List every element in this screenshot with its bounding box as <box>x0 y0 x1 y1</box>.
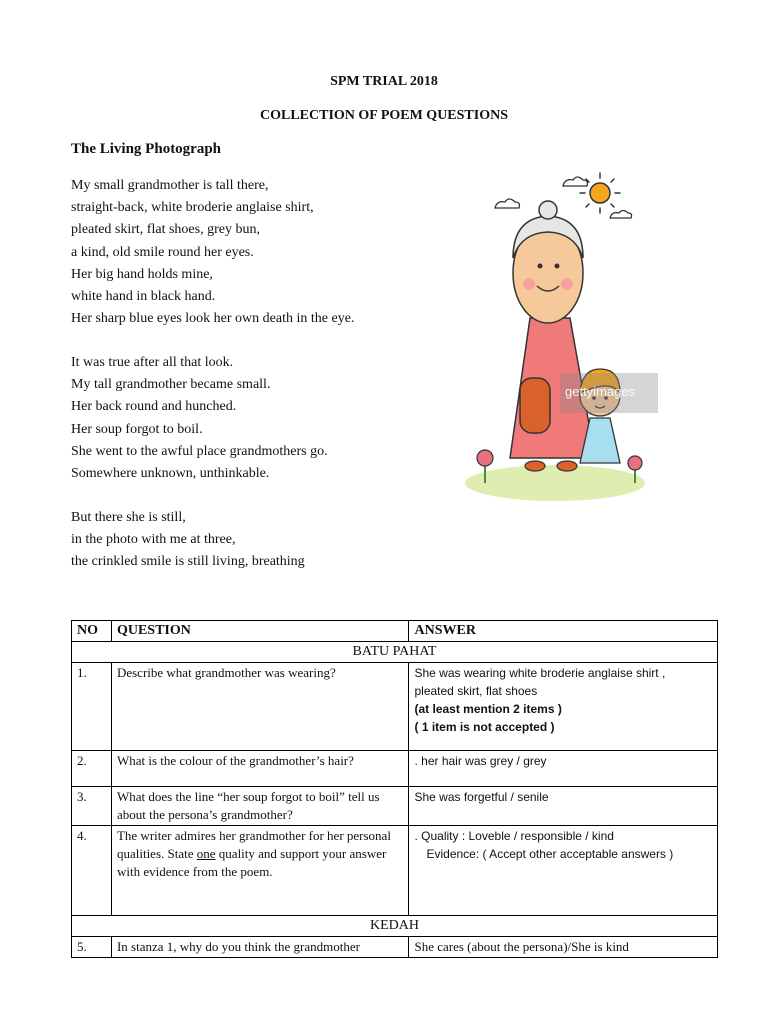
table-row <box>72 826 718 916</box>
header-question: QUESTION <box>111 621 409 642</box>
cloud-icon <box>610 211 632 219</box>
row-number: 1. <box>72 663 112 751</box>
row-question: What does the line “her soup forgot to boil” tell us about the persona’s grandmother? <box>111 787 409 826</box>
poem-line: But there she is still, <box>71 510 186 525</box>
answer-line: ( 1 item is not accepted ) <box>414 720 555 734</box>
row-number: 3. <box>72 787 112 826</box>
header-no: NO <box>72 621 112 642</box>
cloud-icon <box>495 199 520 208</box>
poem-line: Her big hand holds mine, <box>71 266 213 282</box>
row-answer <box>409 663 718 751</box>
section-row <box>72 642 718 663</box>
poem-line: the crinkled smile is still living, breathing <box>71 554 305 570</box>
row-question <box>111 826 409 916</box>
row-answer <box>409 751 718 787</box>
row-number: 2. <box>72 751 112 787</box>
answer-line: Evidence: ( Accept other acceptable answers ) <box>426 847 674 861</box>
answer-line: . her hair was grey / grey <box>414 754 547 768</box>
document-title: SPM TRIAL 2018 <box>330 74 438 89</box>
answer-line: She was forgetful / senile <box>414 790 549 804</box>
section-kedah: KEDAH <box>72 916 718 937</box>
questions-table <box>71 620 718 958</box>
answer-line: pleated skirt, flat shoes <box>414 684 538 698</box>
poem-line: a kind, old smile round her eyes. <box>71 244 254 260</box>
grandmother-illustration <box>455 158 665 508</box>
poem-line: Somewhere unknown, unthinkable. <box>71 466 270 482</box>
table-row <box>72 751 718 787</box>
header-answer: ANSWER <box>409 621 718 642</box>
watermark-text: gettyimages <box>565 384 636 399</box>
poem-line: She went to the awful place grandmothers go. <box>71 443 328 459</box>
row-question: What is the colour of the grandmother’s hair? <box>111 751 409 787</box>
poem-line: pleated skirt, flat shoes, grey bun, <box>71 222 260 238</box>
grass-patch <box>465 465 645 501</box>
grandmother-figure <box>510 201 595 471</box>
table-row <box>72 663 718 751</box>
table-row <box>72 787 718 826</box>
row-answer <box>409 826 718 916</box>
answer-line: . Quality : Loveble / responsible / kind <box>414 829 614 843</box>
cloud-icon <box>563 177 588 186</box>
poem-stanza-2 <box>71 352 328 485</box>
answer-line: She was wearing white broderie anglaise shirt , <box>414 666 666 680</box>
poem-line: Her back round and hunched. <box>71 399 237 415</box>
table-row <box>72 937 718 958</box>
poem-line: It was true after all that look. <box>71 355 234 370</box>
question-emphasis: one <box>196 846 216 861</box>
table-header-row <box>72 621 718 642</box>
poem-line: straight-back, white broderie anglaise shirt, <box>71 200 314 216</box>
poem-line: in the photo with me at three, <box>71 532 236 548</box>
row-number: 4. <box>72 826 112 916</box>
answer-line: (at least mention 2 items ) <box>414 702 562 716</box>
row-answer: She cares (about the persona)/She is kind <box>409 937 718 958</box>
poem-line: white hand in black hand. <box>71 289 216 305</box>
row-question: In stanza 1, why do you think the grandmother <box>111 937 409 958</box>
poem-line: Her soup forgot to boil. <box>71 421 203 437</box>
poem-line: My small grandmother is tall there, <box>71 178 269 193</box>
sun-icon <box>580 173 620 213</box>
question-text: The writer admires her grandmother for her personal qualities. State <box>116 828 391 861</box>
section-row <box>72 916 718 937</box>
row-number: 5. <box>72 937 112 958</box>
section-batu-pahat: BATU PAHAT <box>72 642 718 663</box>
row-answer <box>409 787 718 826</box>
poem-title: The Living Photograph <box>71 141 222 157</box>
poem-stanza-1 <box>71 175 354 330</box>
poem-stanza-3 <box>71 507 305 574</box>
poem-line: My tall grandmother became small. <box>71 377 271 393</box>
row-question: Describe what grandmother was wearing? <box>111 663 409 751</box>
poem-line: Her sharp blue eyes look her own death in the eye. <box>71 311 355 327</box>
document-subtitle: COLLECTION OF POEM QUESTIONS <box>259 108 509 123</box>
handbag-icon <box>520 378 550 433</box>
question-text: quality and support your answer with evidence from the poem. <box>116 846 387 879</box>
